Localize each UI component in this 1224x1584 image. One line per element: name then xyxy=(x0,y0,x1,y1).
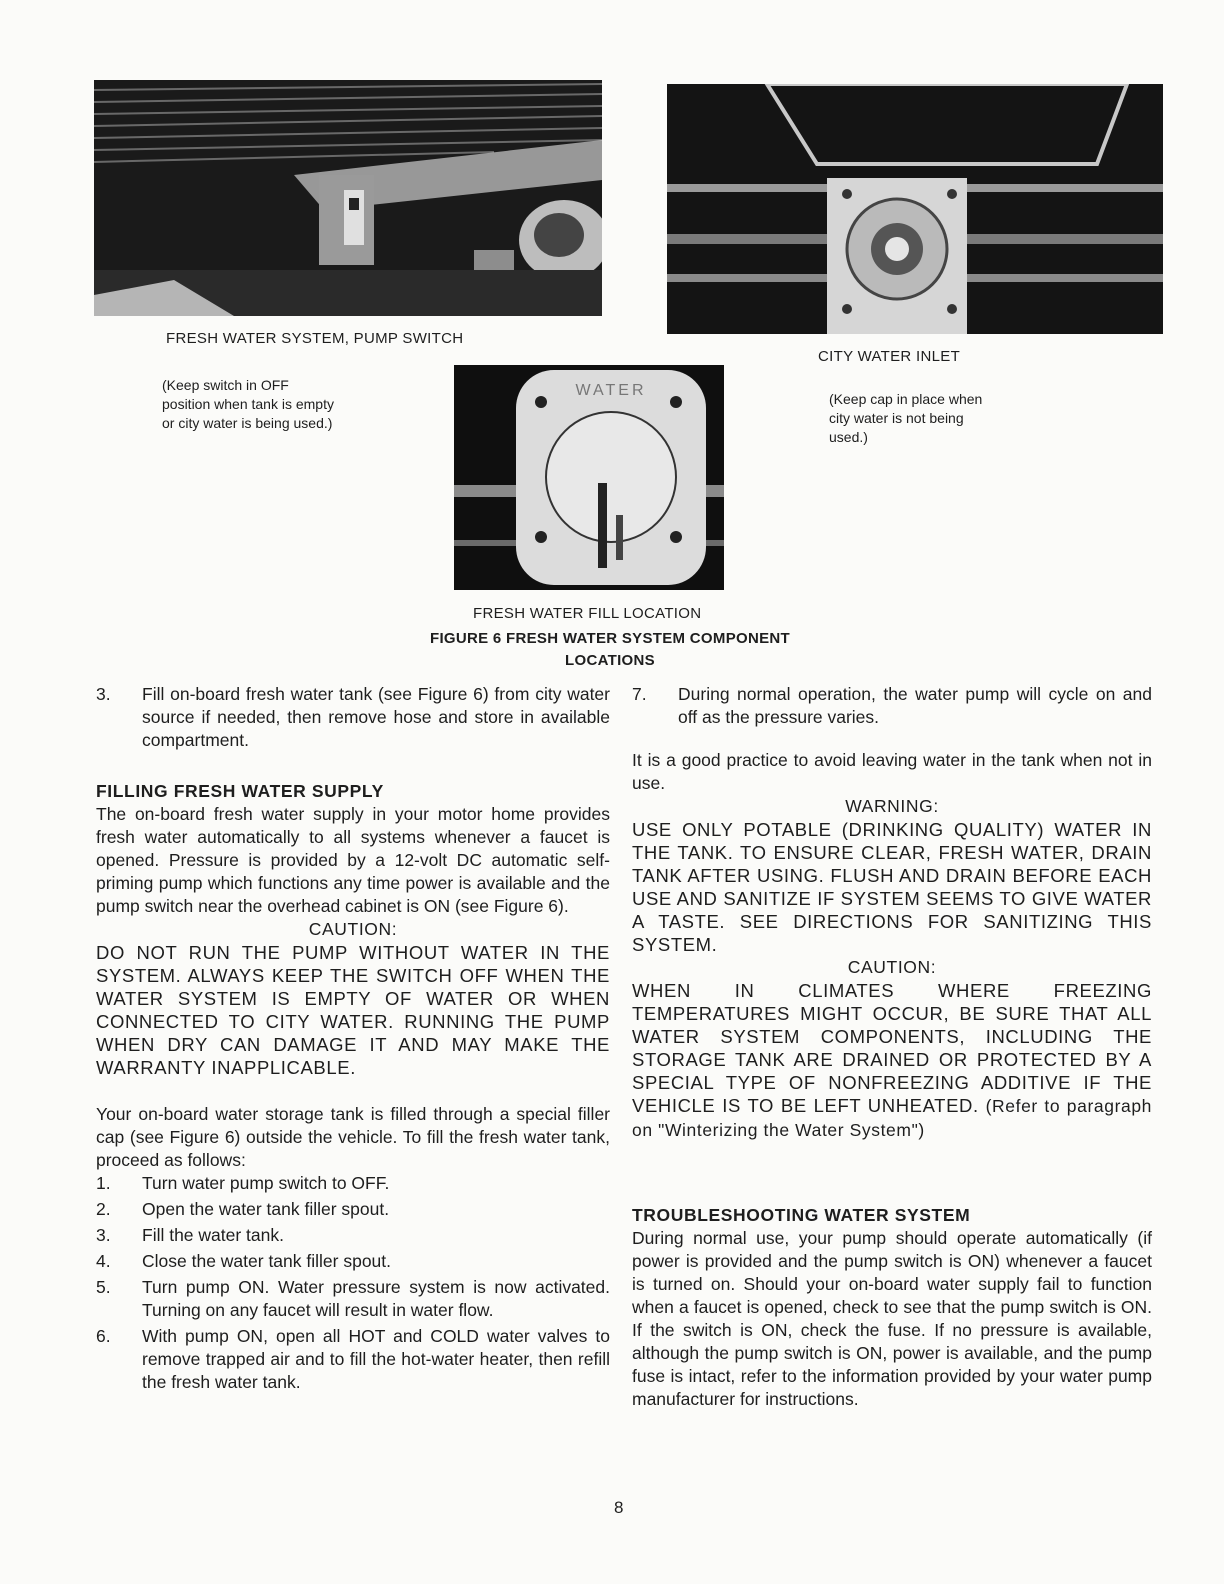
list-item xyxy=(632,683,1152,729)
city-water-inlet-photo xyxy=(667,84,1163,334)
step-number: 6. xyxy=(96,1326,111,1346)
figure-title-line2: LOCATIONS xyxy=(565,652,655,669)
step-item xyxy=(96,1172,610,1195)
list-number: 7. xyxy=(632,684,647,704)
caution-label: CAUTION: xyxy=(847,957,937,977)
figure-title-line1: FIGURE 6 FRESH WATER SYSTEM COMPONENT xyxy=(429,630,790,647)
figure-title xyxy=(390,628,830,672)
fresh-water-fill-caption: FRESH WATER FILL LOCATION xyxy=(473,605,702,622)
step-text: Open the water tank filler spout. xyxy=(142,1199,390,1219)
warning-label: WARNING: xyxy=(845,796,939,816)
warning-text: USE ONLY POTABLE (DRINKING QUALITY) WATER IN THE TANK. TO ENSURE CLEAR, FRESH WATER, DRAIN TANK AFTER USING. FLUSH AND DRAIN BEFORE EACH USE AND SANITIZE IF SYSTEM SEEMS TO GIVE WATER A TASTE. SEE DIRECTIONS FOR SANITIZING THIS SYSTEM. xyxy=(632,819,1152,955)
step-text: Fill the water tank. xyxy=(142,1225,284,1245)
pump-switch-photo xyxy=(94,80,602,316)
step-item xyxy=(96,1325,610,1394)
left-column xyxy=(96,683,610,1397)
step-number: 2. xyxy=(96,1199,111,1219)
paragraph: It is a good practice to avoid leaving water in the tank when not in use. xyxy=(632,750,1152,793)
city-water-inlet-caption: CITY WATER INLET xyxy=(818,348,961,365)
section-heading: TROUBLESHOOTING WATER SYSTEM xyxy=(632,1205,971,1225)
caution-label: CAUTION: xyxy=(308,919,398,939)
caution-main: WHEN IN CLIMATES WHERE FREEZING TEMPERATURES MIGHT OCCUR, BE SURE THAT ALL WATER SYSTEM COMPONENTS, INCLUDING THE STORAGE TANK ARE DRAINED OR PROTECTED BY A SPECIAL TYPE OF NONFREEZING ADDITIVE IF THE VEHICLE IS TO BE LEFT UNHEATED. xyxy=(632,980,1152,1116)
step-number: 1. xyxy=(96,1173,111,1193)
city-water-inlet-note: (Keep cap in place when city water is not being used.) xyxy=(829,391,983,445)
paragraph: The on-board fresh water supply in your motor home provides fresh water automatically to all systems whenever a faucet is opened. Pressure is provided by a 12-volt DC automatic self-priming pump which functions any time power is available and the pump switch near the overhead cabinet is ON (see Figure 6). xyxy=(96,804,610,916)
step-text: Turn water pump switch to OFF. xyxy=(142,1173,390,1193)
pump-switch-caption: FRESH WATER SYSTEM, PUMP SWITCH xyxy=(166,330,464,347)
paragraph: During normal use, your pump should operate automatically (if power is provided and the pump switch is ON) whenever a faucet is turned on. Should your on-board water supply fail to function when a faucet is opened, check to see that the pump switch is ON. If the switch is ON, check the fuse. If no pressure is available, although the pump switch is ON, power is available, and the pump fuse is intact, refer to the information provided by your water pump manufacturer for instructions. xyxy=(632,1228,1152,1409)
pump-switch-note: (Keep switch in OFF position when tank is empty or city water is being used.) xyxy=(162,377,334,431)
fresh-water-fill-photo xyxy=(454,365,724,590)
step-number: 4. xyxy=(96,1251,111,1271)
step-item xyxy=(96,1198,610,1221)
step-item xyxy=(96,1276,610,1322)
fill-cap-label: WATER xyxy=(575,382,647,399)
step-text: Close the water tank filler spout. xyxy=(142,1251,392,1271)
list-text: Fill on-board fresh water tank (see Figure 6) from city water source if needed, then remove hose and store in available compartment. xyxy=(142,684,610,750)
step-item xyxy=(96,1224,610,1247)
caution-ref: (Refer to paragraph on "Winterizing the Water System") xyxy=(632,1096,1152,1140)
paragraph: Your on-board water storage tank is filled through a special filler cap (see Figure 6) outside the vehicle. To fill the fresh water tank, proceed as follows: xyxy=(96,1104,610,1170)
section-heading: FILLING FRESH WATER SUPPLY xyxy=(96,781,384,801)
list-text: During normal operation, the water pump will cycle on and off as the pressure varies. xyxy=(678,684,1152,727)
step-item xyxy=(96,1250,610,1273)
caution-text xyxy=(632,979,1152,1142)
step-text: Turn pump ON. Water pressure system is now activated. Turning on any faucet will result in water flow. xyxy=(142,1277,610,1320)
step-number: 3. xyxy=(96,1225,111,1245)
step-number: 5. xyxy=(96,1277,111,1297)
right-column xyxy=(632,683,1152,1411)
caution-text: DO NOT RUN THE PUMP WITHOUT WATER IN THE SYSTEM. ALWAYS KEEP THE SWITCH OFF WHEN THE WATER SYSTEM IS EMPTY OF WATER OR WHEN CONNECTED TO CITY WATER. RUNNING THE PUMP WHEN DRY CAN DAMAGE IT AND MAY MAKE THE WARRANTY INAPPLICABLE. xyxy=(96,942,610,1078)
list-number: 3. xyxy=(96,684,111,704)
step-text: With pump ON, open all HOT and COLD water valves to remove trapped air and to fill the hot-water heater, then refill the fresh water tank. xyxy=(142,1326,610,1392)
page-number: 8 xyxy=(614,1498,624,1517)
steps-list xyxy=(96,1172,610,1394)
list-item xyxy=(96,683,610,752)
